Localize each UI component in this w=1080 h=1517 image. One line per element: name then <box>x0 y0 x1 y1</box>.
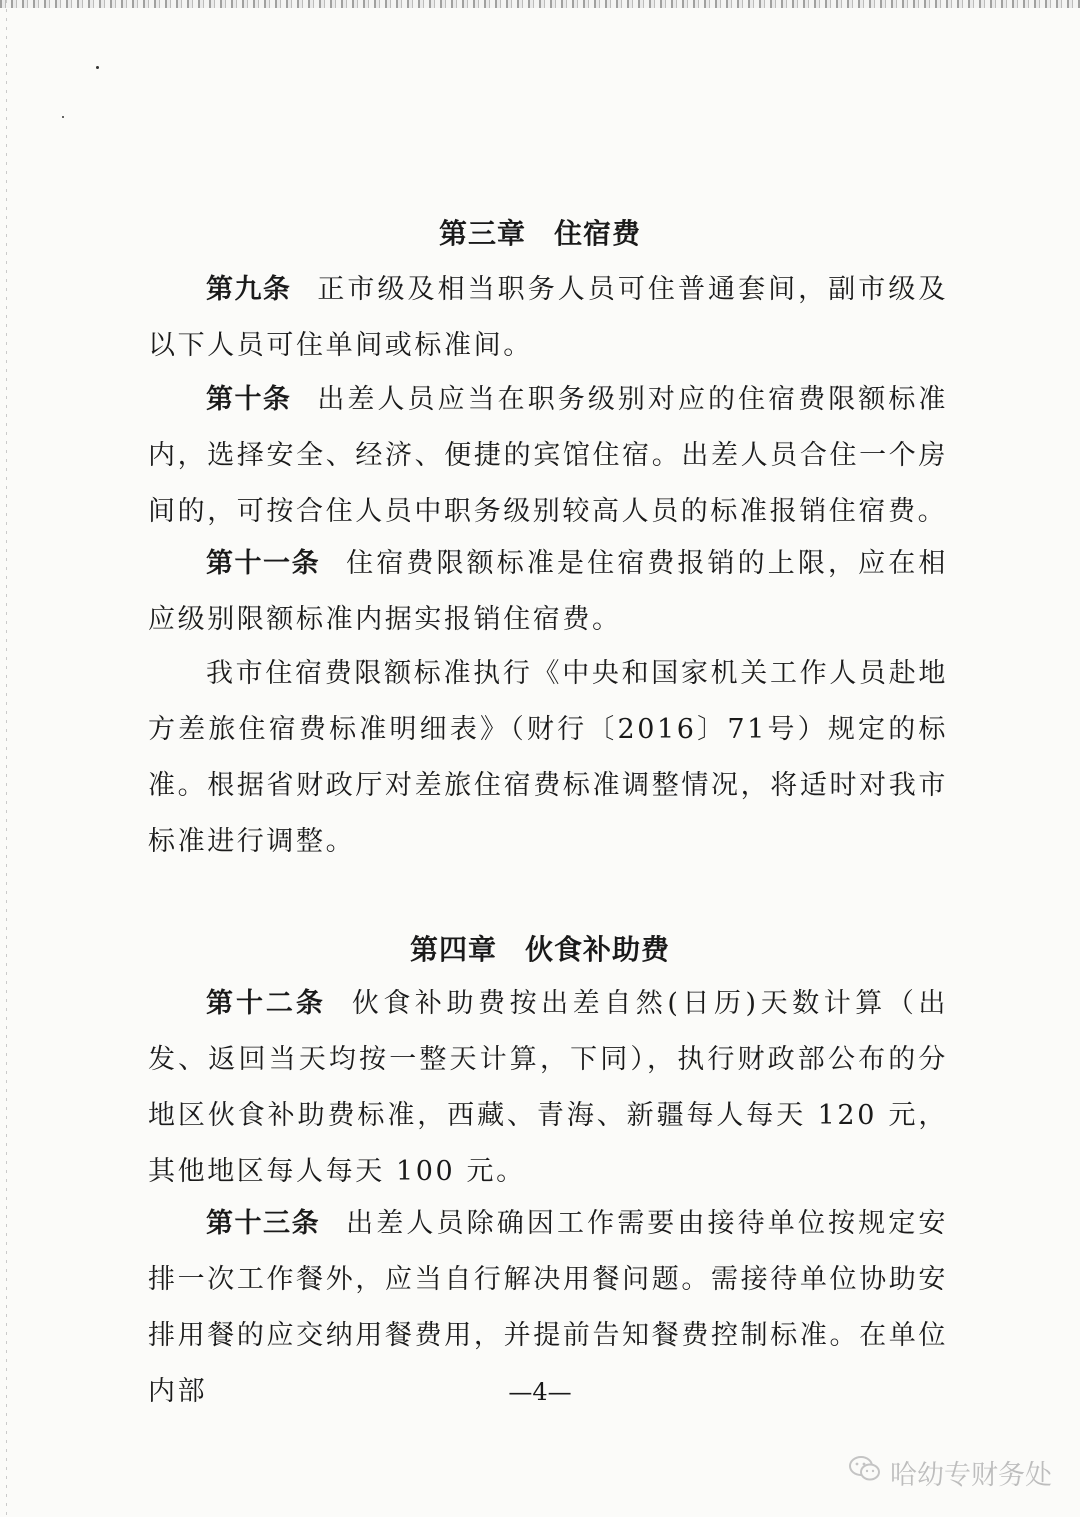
article-10-text: 出差人员应当在职务级别对应的住宿费限额标准内，选择安全、经济、便捷的宾馆住宿。出差人员合住一个房间的，可按合住人员中职务级别较高人员的标准报销住宿费。 <box>148 384 948 527</box>
article-11-text: 住宿费限额标准是住宿费报销的上限，应在相应级别限额标准内据实报销住宿费。 <box>148 548 949 635</box>
article-9-text: 正市级及相当职务人员可住普通套间，副市级及以下人员可住单间或标准间。 <box>148 274 948 361</box>
chapter-3-title: 第三章 <box>438 217 526 250</box>
article-10-label: 第十条 <box>206 384 292 415</box>
paragraph-standard-text: 我市住宿费限额标准执行《中央和国家机关工作人员赴地方差旅住宿费标准明细表》（财行〔2016〕71号）规定的标准。根据省财政厅对差旅住宿费标准调整情况，将适时对我市标准进行调整。 <box>148 658 948 857</box>
wechat-icon <box>848 1454 882 1491</box>
article-12-text: 伙食补助费按出差自然(日历)天数计算（出发、返回当天均按一整天计算，下同），执行财政部公布的分地区伙食补助费标准，西藏、青海、新疆每人每天 120 元，其他地区每人每天 100 元。 <box>148 988 948 1187</box>
article-12 <box>148 976 948 1200</box>
paragraph-standard <box>148 646 948 870</box>
page-number: —4— <box>508 1378 572 1406</box>
article-9-label: 第九条 <box>206 274 292 305</box>
watermark <box>848 1452 1068 1492</box>
article-11 <box>148 536 948 648</box>
chapter-4-title: 第四章 <box>409 933 497 966</box>
article-12-label: 第十二条 <box>206 988 326 1019</box>
article-13-label: 第十三条 <box>206 1208 321 1239</box>
article-13-text: 出差人员除确因工作需要由接待单位按规定安排一次工作餐外，应当自行解决用餐问题。需接待单位协助安排用餐的应交纳用餐费用，并提前告知餐费控制标准。在单位内部 <box>148 1208 949 1407</box>
chapter-3-subtitle: 住宿费 <box>554 217 642 250</box>
chapter-4-heading <box>0 928 1080 968</box>
chapter-3-heading <box>0 212 1080 252</box>
chapter-4-subtitle: 伙食补助费 <box>525 933 671 966</box>
watermark-text: 哈幼专财务处 <box>890 1459 1052 1491</box>
article-9 <box>148 262 948 374</box>
article-11-label: 第十一条 <box>206 548 321 579</box>
article-10 <box>148 372 948 540</box>
